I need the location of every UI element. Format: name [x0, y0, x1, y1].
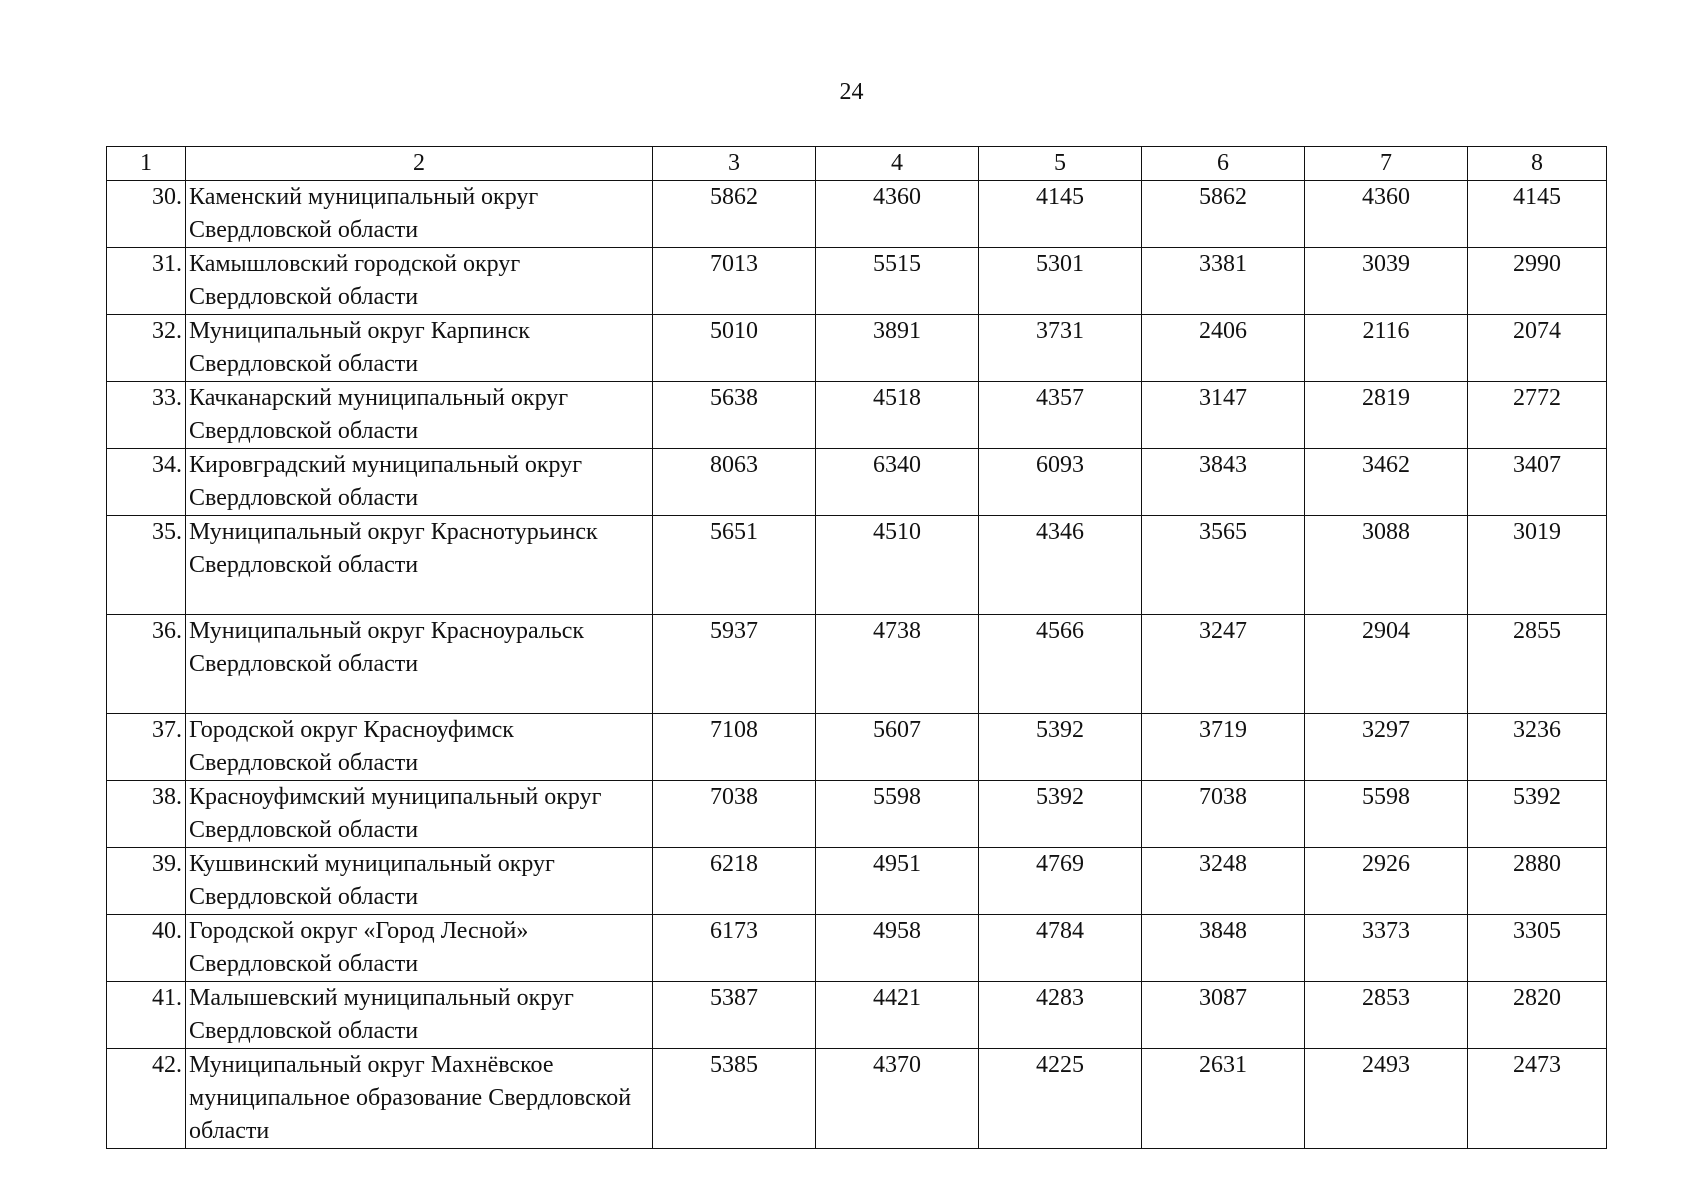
value-cell: 2406 [1142, 315, 1305, 382]
header-cell: 3 [653, 147, 816, 181]
row-number: 40. [107, 915, 186, 982]
header-cell: 1 [107, 147, 186, 181]
header-cell: 8 [1468, 147, 1607, 181]
row-number: 34. [107, 449, 186, 516]
municipality-name: Муниципальный округ Краснотурьинск Свердловской области [186, 516, 653, 615]
value-cell: 3039 [1305, 248, 1468, 315]
value-cell: 2473 [1468, 1049, 1607, 1149]
value-cell: 3088 [1305, 516, 1468, 615]
value-cell: 2853 [1305, 982, 1468, 1049]
value-cell: 2116 [1305, 315, 1468, 382]
value-cell: 2631 [1142, 1049, 1305, 1149]
value-cell: 5010 [653, 315, 816, 382]
municipality-name: Малышевский муниципальный округ Свердловской области [186, 982, 653, 1049]
table-row [107, 1049, 1607, 1149]
value-cell: 3407 [1468, 449, 1607, 516]
value-cell: 3565 [1142, 516, 1305, 615]
value-cell: 5937 [653, 615, 816, 714]
municipality-name: Городской округ «Город Лесной» Свердловской области [186, 915, 653, 982]
municipality-name: Красноуфимский муниципальный округ Свердловской области [186, 781, 653, 848]
value-cell: 4346 [979, 516, 1142, 615]
value-cell: 6173 [653, 915, 816, 982]
header-cell: 7 [1305, 147, 1468, 181]
table-row [107, 382, 1607, 449]
value-cell: 3019 [1468, 516, 1607, 615]
value-cell: 8063 [653, 449, 816, 516]
municipality-name: Камышловский городской округ Свердловской области [186, 248, 653, 315]
value-cell: 5598 [816, 781, 979, 848]
value-cell: 2820 [1468, 982, 1607, 1049]
table-row [107, 315, 1607, 382]
value-cell: 3381 [1142, 248, 1305, 315]
value-cell: 4145 [1468, 181, 1607, 248]
value-cell: 6340 [816, 449, 979, 516]
data-table [106, 146, 1607, 1149]
value-cell: 4784 [979, 915, 1142, 982]
municipality-name: Муниципальный округ Карпинск Свердловской области [186, 315, 653, 382]
value-cell: 3731 [979, 315, 1142, 382]
value-cell: 3087 [1142, 982, 1305, 1049]
value-cell: 6093 [979, 449, 1142, 516]
value-cell: 3891 [816, 315, 979, 382]
value-cell: 2926 [1305, 848, 1468, 915]
table-row [107, 915, 1607, 982]
municipality-name: Муниципальный округ Красноуральск Свердловской области [186, 615, 653, 714]
municipality-name: Муниципальный округ Махнёвское муниципальное образование Свердловской области [186, 1049, 653, 1149]
table-row [107, 848, 1607, 915]
value-cell: 3848 [1142, 915, 1305, 982]
table-row [107, 248, 1607, 315]
row-number: 30. [107, 181, 186, 248]
row-number: 32. [107, 315, 186, 382]
header-row [107, 147, 1607, 181]
value-cell: 4360 [1305, 181, 1468, 248]
value-cell: 2819 [1305, 382, 1468, 449]
row-number: 42. [107, 1049, 186, 1149]
value-cell: 5862 [1142, 181, 1305, 248]
value-cell: 3462 [1305, 449, 1468, 516]
table-row [107, 181, 1607, 248]
value-cell: 4738 [816, 615, 979, 714]
value-cell: 3247 [1142, 615, 1305, 714]
value-cell: 3297 [1305, 714, 1468, 781]
value-cell: 4370 [816, 1049, 979, 1149]
value-cell: 4421 [816, 982, 979, 1049]
value-cell: 5385 [653, 1049, 816, 1149]
value-cell: 6218 [653, 848, 816, 915]
row-number: 33. [107, 382, 186, 449]
value-cell: 5651 [653, 516, 816, 615]
value-cell: 5392 [979, 714, 1142, 781]
value-cell: 3719 [1142, 714, 1305, 781]
table-body [107, 181, 1607, 1149]
value-cell: 4225 [979, 1049, 1142, 1149]
value-cell: 4360 [816, 181, 979, 248]
value-cell: 4566 [979, 615, 1142, 714]
municipality-name: Кировградский муниципальный округ Свердловской области [186, 449, 653, 516]
value-cell: 4769 [979, 848, 1142, 915]
value-cell: 2074 [1468, 315, 1607, 382]
page-number: 24 [839, 79, 864, 105]
value-cell: 5392 [979, 781, 1142, 848]
table-row [107, 516, 1607, 615]
value-cell: 3248 [1142, 848, 1305, 915]
value-cell: 3843 [1142, 449, 1305, 516]
value-cell: 4145 [979, 181, 1142, 248]
value-cell: 4518 [816, 382, 979, 449]
value-cell: 2880 [1468, 848, 1607, 915]
value-cell: 5387 [653, 982, 816, 1049]
municipality-name: Городской округ Красноуфимск Свердловской области [186, 714, 653, 781]
value-cell: 7038 [653, 781, 816, 848]
municipality-name: Качканарский муниципальный округ Свердловской области [186, 382, 653, 449]
municipality-name: Кушвинский муниципальный округ Свердловской области [186, 848, 653, 915]
table-row [107, 449, 1607, 516]
value-cell: 4958 [816, 915, 979, 982]
header-cell: 4 [816, 147, 979, 181]
table-row [107, 781, 1607, 848]
value-cell: 5638 [653, 382, 816, 449]
value-cell: 3373 [1305, 915, 1468, 982]
row-number: 36. [107, 615, 186, 714]
value-cell: 4283 [979, 982, 1142, 1049]
header-cell: 6 [1142, 147, 1305, 181]
row-number: 38. [107, 781, 186, 848]
value-cell: 4510 [816, 516, 979, 615]
value-cell: 3305 [1468, 915, 1607, 982]
value-cell: 2990 [1468, 248, 1607, 315]
header-cell: 5 [979, 147, 1142, 181]
row-number: 41. [107, 982, 186, 1049]
value-cell: 4357 [979, 382, 1142, 449]
value-cell: 5392 [1468, 781, 1607, 848]
value-cell: 7013 [653, 248, 816, 315]
value-cell: 5301 [979, 248, 1142, 315]
value-cell: 2904 [1305, 615, 1468, 714]
value-cell: 3236 [1468, 714, 1607, 781]
header-cell: 2 [186, 147, 653, 181]
table-row [107, 714, 1607, 781]
table-row [107, 615, 1607, 714]
value-cell: 7038 [1142, 781, 1305, 848]
row-number: 35. [107, 516, 186, 615]
value-cell: 7108 [653, 714, 816, 781]
value-cell: 5515 [816, 248, 979, 315]
value-cell: 2772 [1468, 382, 1607, 449]
value-cell: 5607 [816, 714, 979, 781]
value-cell: 4951 [816, 848, 979, 915]
row-number: 37. [107, 714, 186, 781]
value-cell: 5598 [1305, 781, 1468, 848]
value-cell: 3147 [1142, 382, 1305, 449]
value-cell: 2493 [1305, 1049, 1468, 1149]
table-row [107, 982, 1607, 1049]
value-cell: 2855 [1468, 615, 1607, 714]
municipality-name: Каменский муниципальный округ Свердловской области [186, 181, 653, 248]
row-number: 39. [107, 848, 186, 915]
value-cell: 5862 [653, 181, 816, 248]
row-number: 31. [107, 248, 186, 315]
